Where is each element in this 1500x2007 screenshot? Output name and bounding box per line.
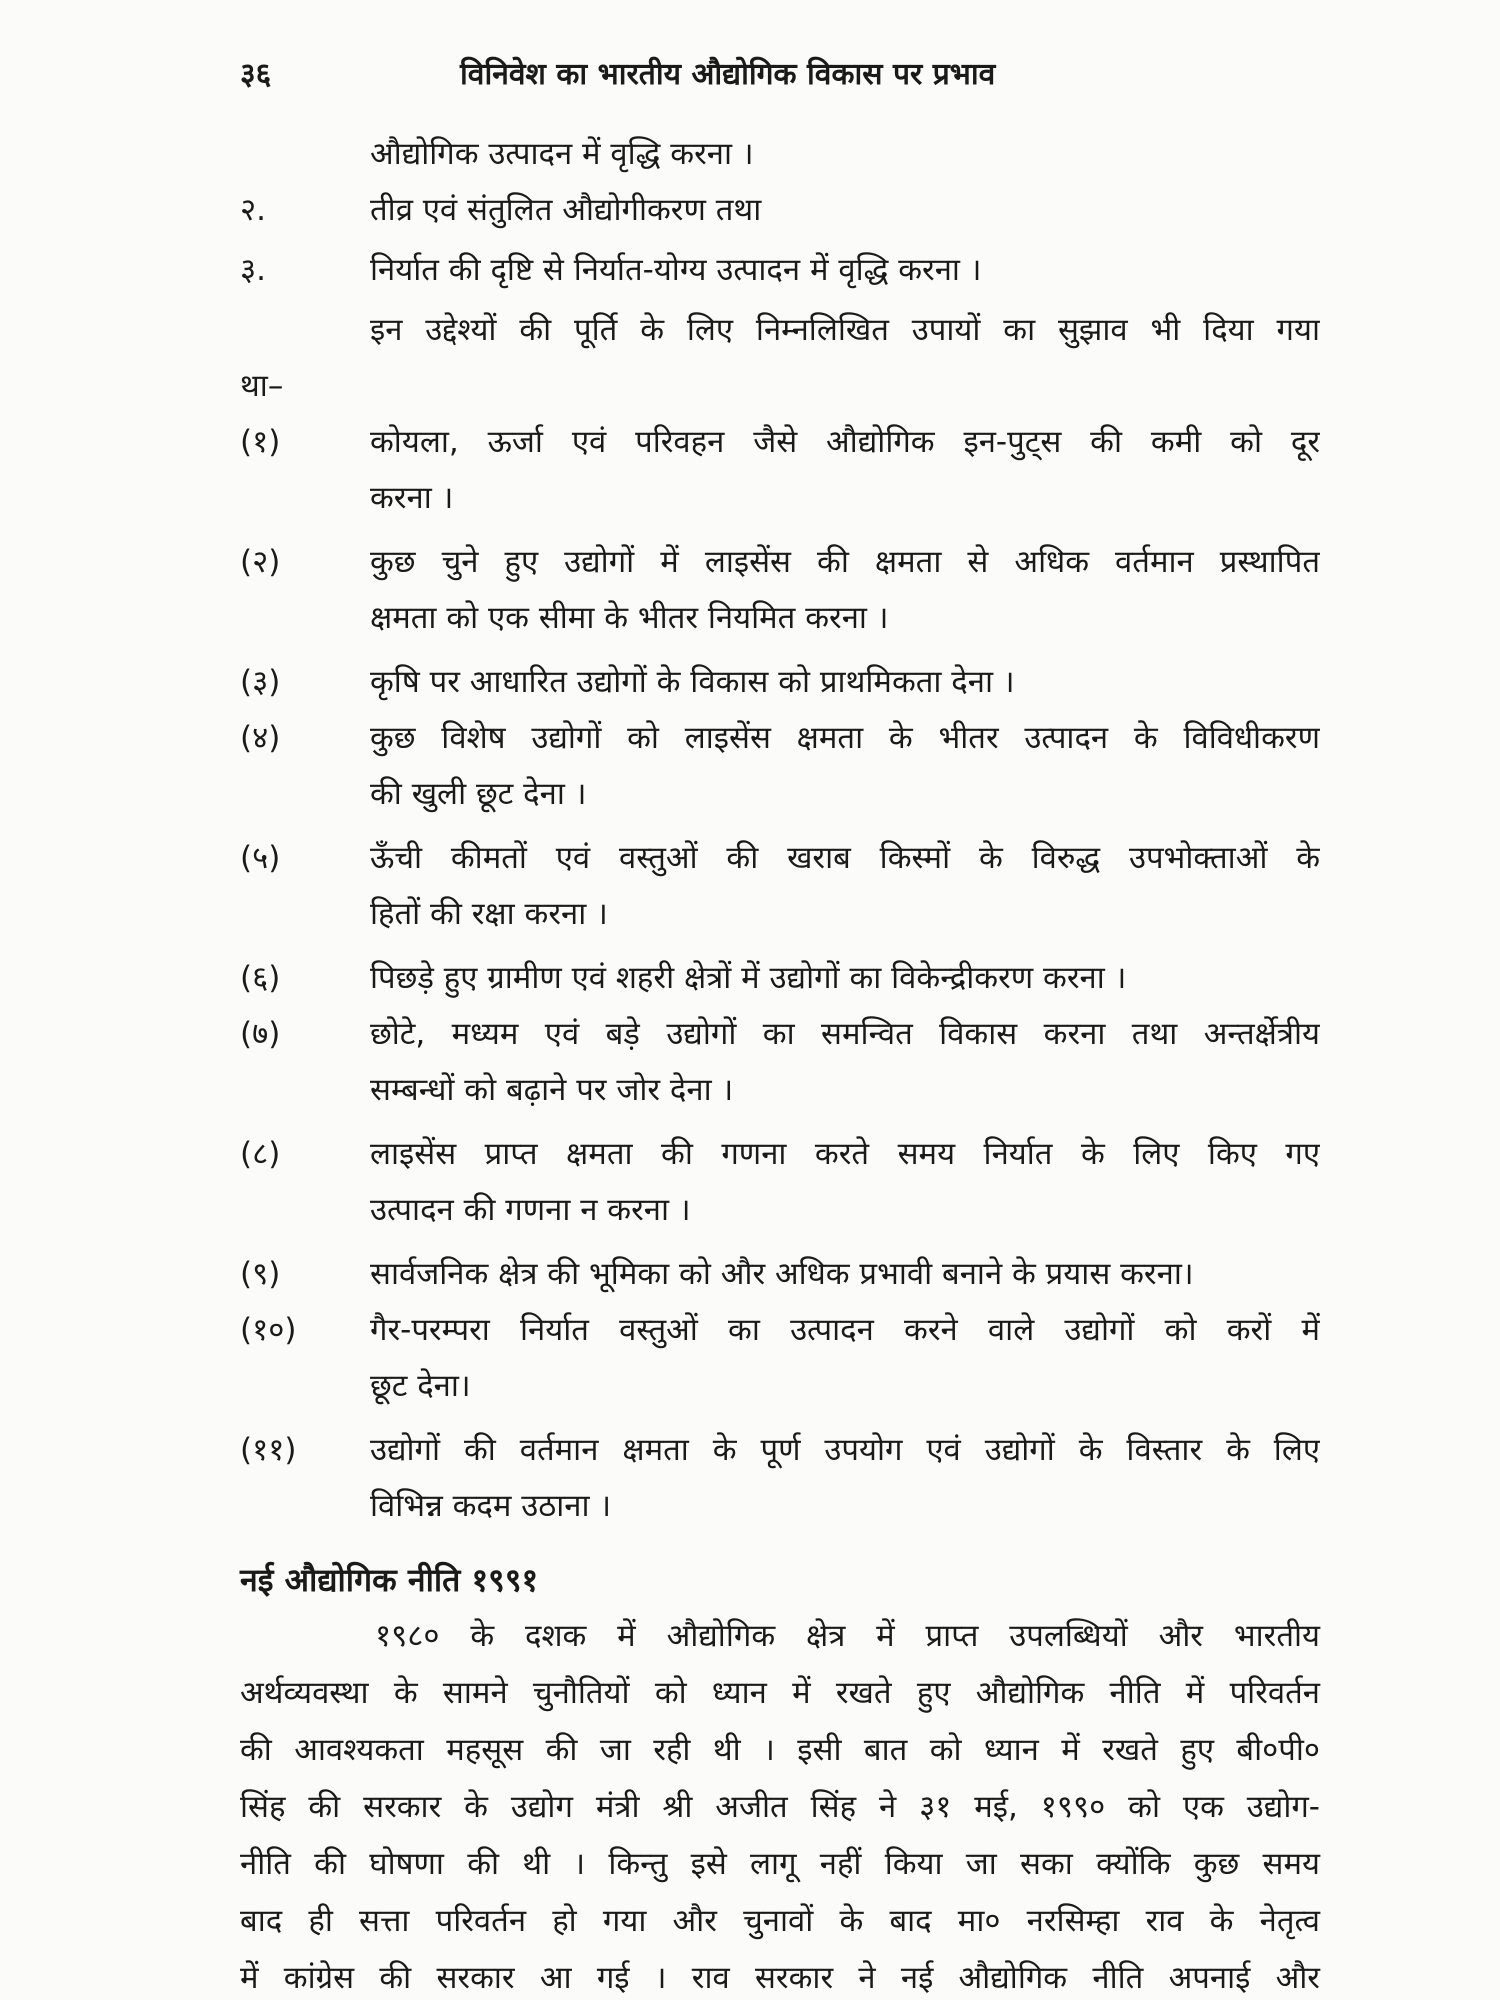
objective-text: तीव्र एवं संतुलित औद्योगीकरण तथा (370, 192, 762, 228)
measure-item-1 (240, 414, 1320, 526)
paragraph-line: में कांग्रेस की सरकार आ गई । राव सरकार ने नई औद्योगिक नीति अपनाई और (240, 1960, 1320, 1996)
measure-text (370, 1302, 1320, 1414)
measure-marker: (४) (240, 720, 281, 756)
measure-item-10 (240, 1302, 1320, 1414)
measure-line: लाइसेंस प्राप्त क्षमता की गणना करते समय निर्यात के लिए किए गए (370, 1136, 1320, 1172)
measure-line: कृषि पर आधारित उद्योगों के विकास को प्राथमिकता देना । (370, 664, 1015, 700)
measure-line: की खुली छूट देना । (370, 776, 587, 812)
measure-text (370, 414, 1320, 526)
measure-line: उत्पादन की गणना न करना । (370, 1192, 691, 1228)
paragraph-line: की आवश्यकता महसूस की जा रही थी । इसी बात को ध्यान में रखते हुए बी०पी० (240, 1732, 1320, 1768)
measure-line: सार्वजनिक क्षेत्र की भूमिका को और अधिक प्रभावी बनाने के प्रयास करना। (370, 1256, 1194, 1292)
paragraph-line: सिंह की सरकार के उद्योग मंत्री श्री अजीत सिंह ने ३१ मई, १९९० को एक उद्योग- (240, 1789, 1320, 1825)
measure-line: गैर-परम्परा निर्यात वस्तुओं का उत्पादन करने वाले उद्योगों को करों में (370, 1312, 1320, 1348)
measure-text (370, 830, 1320, 942)
measure-line: ऊँची कीमतों एवं वस्तुओं की खराब किस्मों के विरुद्ध उपभोक्ताओं के (370, 840, 1320, 876)
measure-marker: (५) (240, 840, 281, 876)
measure-marker: (८) (240, 1136, 281, 1172)
section-paragraph (240, 1608, 1320, 2007)
measure-line: विभिन्न कदम उठाना । (370, 1488, 612, 1524)
measure-item-6 (240, 950, 1320, 1006)
measure-text (370, 654, 1320, 710)
measure-text (370, 1126, 1320, 1238)
page-number: ३६ (240, 57, 272, 92)
measure-marker: (२) (240, 544, 281, 580)
measure-marker: (१) (240, 424, 281, 460)
measure-item-11 (240, 1422, 1320, 1534)
paragraph-line: अर्थव्यवस्था के सामने चुनौतियों को ध्यान में रखते हुए औद्योगिक नीति में परिवर्तन (240, 1675, 1320, 1711)
measure-line: क्षमता को एक सीमा के भीतर नियमित करना । (370, 600, 889, 636)
paragraph-line: बाद ही सत्ता परिवर्तन हो गया और चुनावों के बाद मा० नरसिम्हा राव के नेतृत्व (240, 1903, 1320, 1939)
objective-marker: २. (240, 192, 266, 228)
measure-line: कुछ चुने हुए उद्योगों में लाइसेंस की क्षमता से अधिक वर्तमान प्रस्थापित (370, 544, 1320, 580)
measure-marker: (९) (240, 1256, 281, 1292)
measure-item-4 (240, 710, 1320, 822)
measure-text (370, 710, 1320, 822)
objective-item-2 (240, 182, 1320, 238)
measure-line: करना । (370, 480, 454, 516)
objective-marker: ३. (240, 252, 266, 288)
measure-marker: (६) (240, 960, 281, 996)
measure-line: पिछड़े हुए ग्रामीण एवं शहरी क्षेत्रों में उद्योगों का विकेन्द्रीकरण करना । (370, 960, 1127, 996)
measure-text (370, 1006, 1320, 1118)
measure-item-5 (240, 830, 1320, 942)
paragraph-line: नीति की घोषणा की थी । किन्तु इसे लागू नहीं किया जा सका क्योंकि कुछ समय (240, 1846, 1320, 1882)
measure-line: कुछ विशेष उद्योगों को लाइसेंस क्षमता के भीतर उत्पादन के विविधीकरण (370, 720, 1320, 756)
page-body (240, 126, 1320, 2007)
measure-item-9 (240, 1246, 1320, 1302)
running-head: विनिवेश का भारतीय औद्योगिक विकास पर प्रभाव (460, 57, 996, 92)
measure-text (370, 1422, 1320, 1534)
measures-intro-end: था– (240, 368, 284, 404)
page-header (240, 52, 1320, 100)
measure-text (370, 1246, 1320, 1302)
measure-marker: (११) (240, 1432, 297, 1468)
measure-item-3 (240, 654, 1320, 710)
measure-line: कोयला, ऊर्जा एवं परिवहन जैसे औद्योगिक इन-पुट्स की कमी को दूर (370, 424, 1320, 460)
measure-marker: (७) (240, 1016, 281, 1052)
objective-1-continuation: औद्योगिक उत्पादन में वृद्धि करना । (370, 136, 754, 172)
measure-item-7 (240, 1006, 1320, 1118)
measure-text (370, 534, 1320, 646)
measure-item-8 (240, 1126, 1320, 1238)
measure-line: हितों की रक्षा करना । (370, 896, 608, 932)
measure-line: छूट देना। (370, 1368, 471, 1404)
measure-text (370, 950, 1320, 1006)
measure-line: छोटे, मध्यम एवं बड़े उद्योगों का समन्वित विकास करना तथा अन्तर्क्षेत्रीय (370, 1016, 1320, 1052)
measure-marker: (१०) (240, 1312, 297, 1348)
measure-line: उद्योगों की वर्तमान क्षमता के पूर्ण उपयोग एवं उद्योगों के विस्तार के लिए (370, 1432, 1320, 1468)
measure-marker: (३) (240, 664, 281, 700)
objective-text: निर्यात की दृष्टि से निर्यात-योग्य उत्पादन में वृद्धि करना । (370, 252, 982, 288)
measure-line: सम्बन्धों को बढ़ाने पर जोर देना । (370, 1072, 734, 1108)
measure-item-2 (240, 534, 1320, 646)
objective-item-3 (240, 242, 1320, 298)
paragraph-line: १९८० के दशक में औद्योगिक क्षेत्र में प्राप्त उपलब्धियों और भारतीय (375, 1618, 1320, 1654)
section-heading: नई औद्योगिक नीति १९९१ (240, 1561, 539, 1599)
measures-intro-line: इन उद्देश्यों की पूर्ति के लिए निम्नलिखित उपायों का सुझाव भी दिया गया (370, 312, 1320, 348)
